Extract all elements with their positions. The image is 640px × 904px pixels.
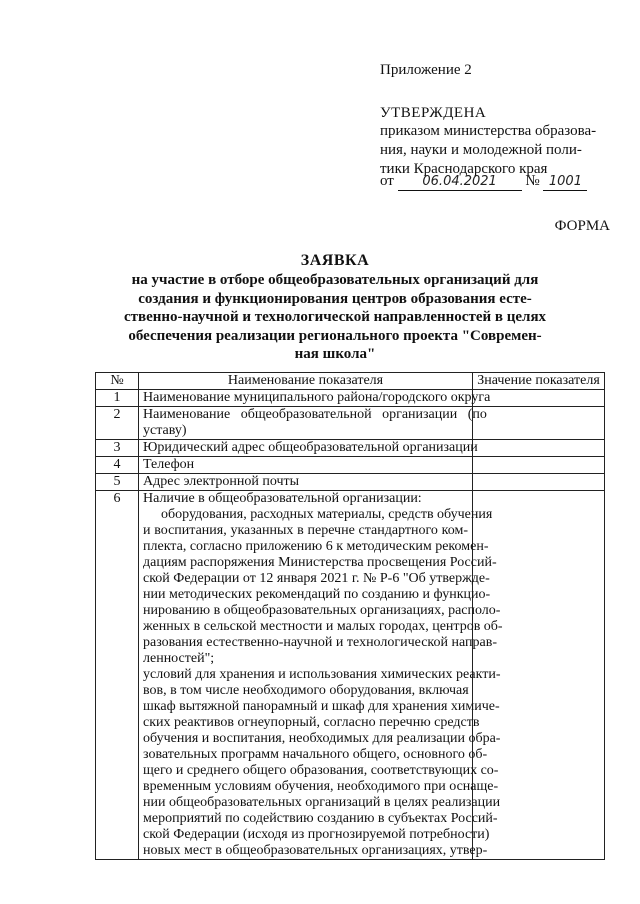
row-num: 5	[96, 474, 139, 491]
row-name-line: Юридический адрес общеобразовательной организации	[143, 440, 478, 455]
date-value: 06.04.2021	[398, 173, 522, 191]
row-name-line: ленностей";	[143, 651, 215, 666]
table-row	[96, 407, 605, 440]
row-name-line: Наличие в общеобразовательной организации:	[143, 491, 422, 506]
row-name-line: условий для хранения и использования химических реакти-	[143, 667, 501, 682]
row-name	[139, 440, 478, 457]
row-value-cell[interactable]	[473, 440, 605, 457]
row-value-cell[interactable]	[473, 407, 605, 440]
table-row	[96, 440, 605, 457]
row-name-line: ской Федерации (исходя из прогнозируемой потребности)	[143, 827, 490, 842]
row-name-line: разования естественно-научной и технологической направ-	[143, 635, 497, 650]
row-value-cell[interactable]	[473, 390, 605, 407]
row-name-line: уставу)	[143, 423, 187, 438]
row-value-cell[interactable]	[473, 457, 605, 474]
row-name-line: мероприятий по содействию созданию в субъектах Россий-	[143, 811, 498, 826]
row-name	[139, 457, 473, 474]
row-name-line: Адрес электронной почты	[143, 474, 300, 489]
indicators-table	[95, 372, 605, 860]
header-name: Наименование показателя	[139, 373, 473, 390]
date-prefix: от	[380, 173, 394, 189]
title-line: на участие в отборе общеобразовательных организаций для	[131, 272, 539, 288]
row-name-line: Телефон	[143, 457, 195, 472]
row-name-line: временным условиям обучения, необходимого при оснаще-	[143, 779, 499, 794]
date-number-row	[380, 172, 587, 191]
row-name-line: вов, в том числе необходимого оборудования, включая	[143, 683, 469, 698]
row-name-line: дациям распоряжения Министерства просвещения Россий-	[143, 555, 497, 570]
document-title	[90, 251, 580, 364]
number-value: 1001	[543, 173, 587, 191]
title-line: ная школа"	[294, 346, 376, 362]
order-line: ния, науки и молодежной поли-	[380, 142, 582, 158]
row-value-cell[interactable]	[473, 474, 605, 491]
row-name-line: ских реактивов огнеупорный, согласно перечню средств	[143, 715, 480, 730]
row-name	[139, 407, 487, 440]
table-row	[96, 390, 605, 407]
title-line: создания и функционирования центров образования есте-	[138, 290, 532, 307]
row-name-line: щего и среднего общего образования, соответствующих со-	[143, 763, 499, 778]
row-name-line: нии методических рекомендаций по созданию и функцио-	[143, 587, 491, 602]
row-name-line: новых мест в общеобразовательных организациях, утвер-	[143, 843, 488, 858]
order-line: тики Краснодарского края	[380, 161, 548, 177]
row-name-line: нированию в общеобразовательных организациях, располо-	[143, 603, 501, 618]
row-num: 2	[96, 407, 139, 440]
row-name-line: Наименование муниципального района/городского округа	[143, 390, 491, 405]
row-num: 4	[96, 457, 139, 474]
header-num: №	[96, 373, 139, 390]
row-name-line: женных в сельской местности и малых городах, центров об-	[143, 619, 503, 634]
order-line: приказом министерства образова-	[380, 123, 597, 139]
row-name-line: плекта, согласно приложению 6 к методическим рекомен-	[143, 539, 489, 554]
row-name-line: оборудования, расходных материалы, средств обучения	[161, 507, 493, 522]
table-row	[96, 474, 605, 491]
title-line: ственно-научной и технологической направленностей в целях	[123, 309, 547, 325]
row-name	[139, 390, 491, 407]
table-row	[96, 491, 605, 860]
row-name-line: шкаф вытяжной панорамный и шкаф для хранения химиче-	[143, 699, 500, 714]
row-name-line: нии общеобразовательных организаций в целях реализации	[143, 795, 501, 810]
approved-title: УТВЕРЖДЕНА	[380, 105, 487, 121]
table-header-row	[96, 373, 605, 390]
form-label: ФОРМА	[554, 218, 610, 234]
row-name-line: зовательных программ начального общего, основного об-	[143, 747, 488, 762]
row-num: 1	[96, 390, 139, 407]
row-name-line: ской Федерации от 12 января 2021 г. № Р-6 "Об утвержде-	[143, 571, 490, 586]
row-num: 6	[96, 491, 139, 860]
approval-block	[380, 104, 596, 179]
number-prefix: №	[525, 173, 540, 189]
row-name	[139, 491, 503, 860]
table-row	[96, 457, 605, 474]
appendix-label: Приложение 2	[380, 62, 472, 78]
title-line: обеспечения реализации регионального проекта "Современ-	[128, 327, 542, 344]
row-name-line: и воспитания, указанных в перечне стандартного ком-	[143, 523, 468, 538]
title-main: ЗАЯВКА	[300, 252, 370, 269]
row-name-line: Наименование общеобразовательной организации (по	[143, 407, 487, 422]
header-value: Значение показателя	[473, 373, 605, 390]
row-name-line: обучения и воспитания, необходимых для реализации обра-	[143, 731, 501, 746]
row-name	[139, 474, 473, 491]
row-num: 3	[96, 440, 139, 457]
